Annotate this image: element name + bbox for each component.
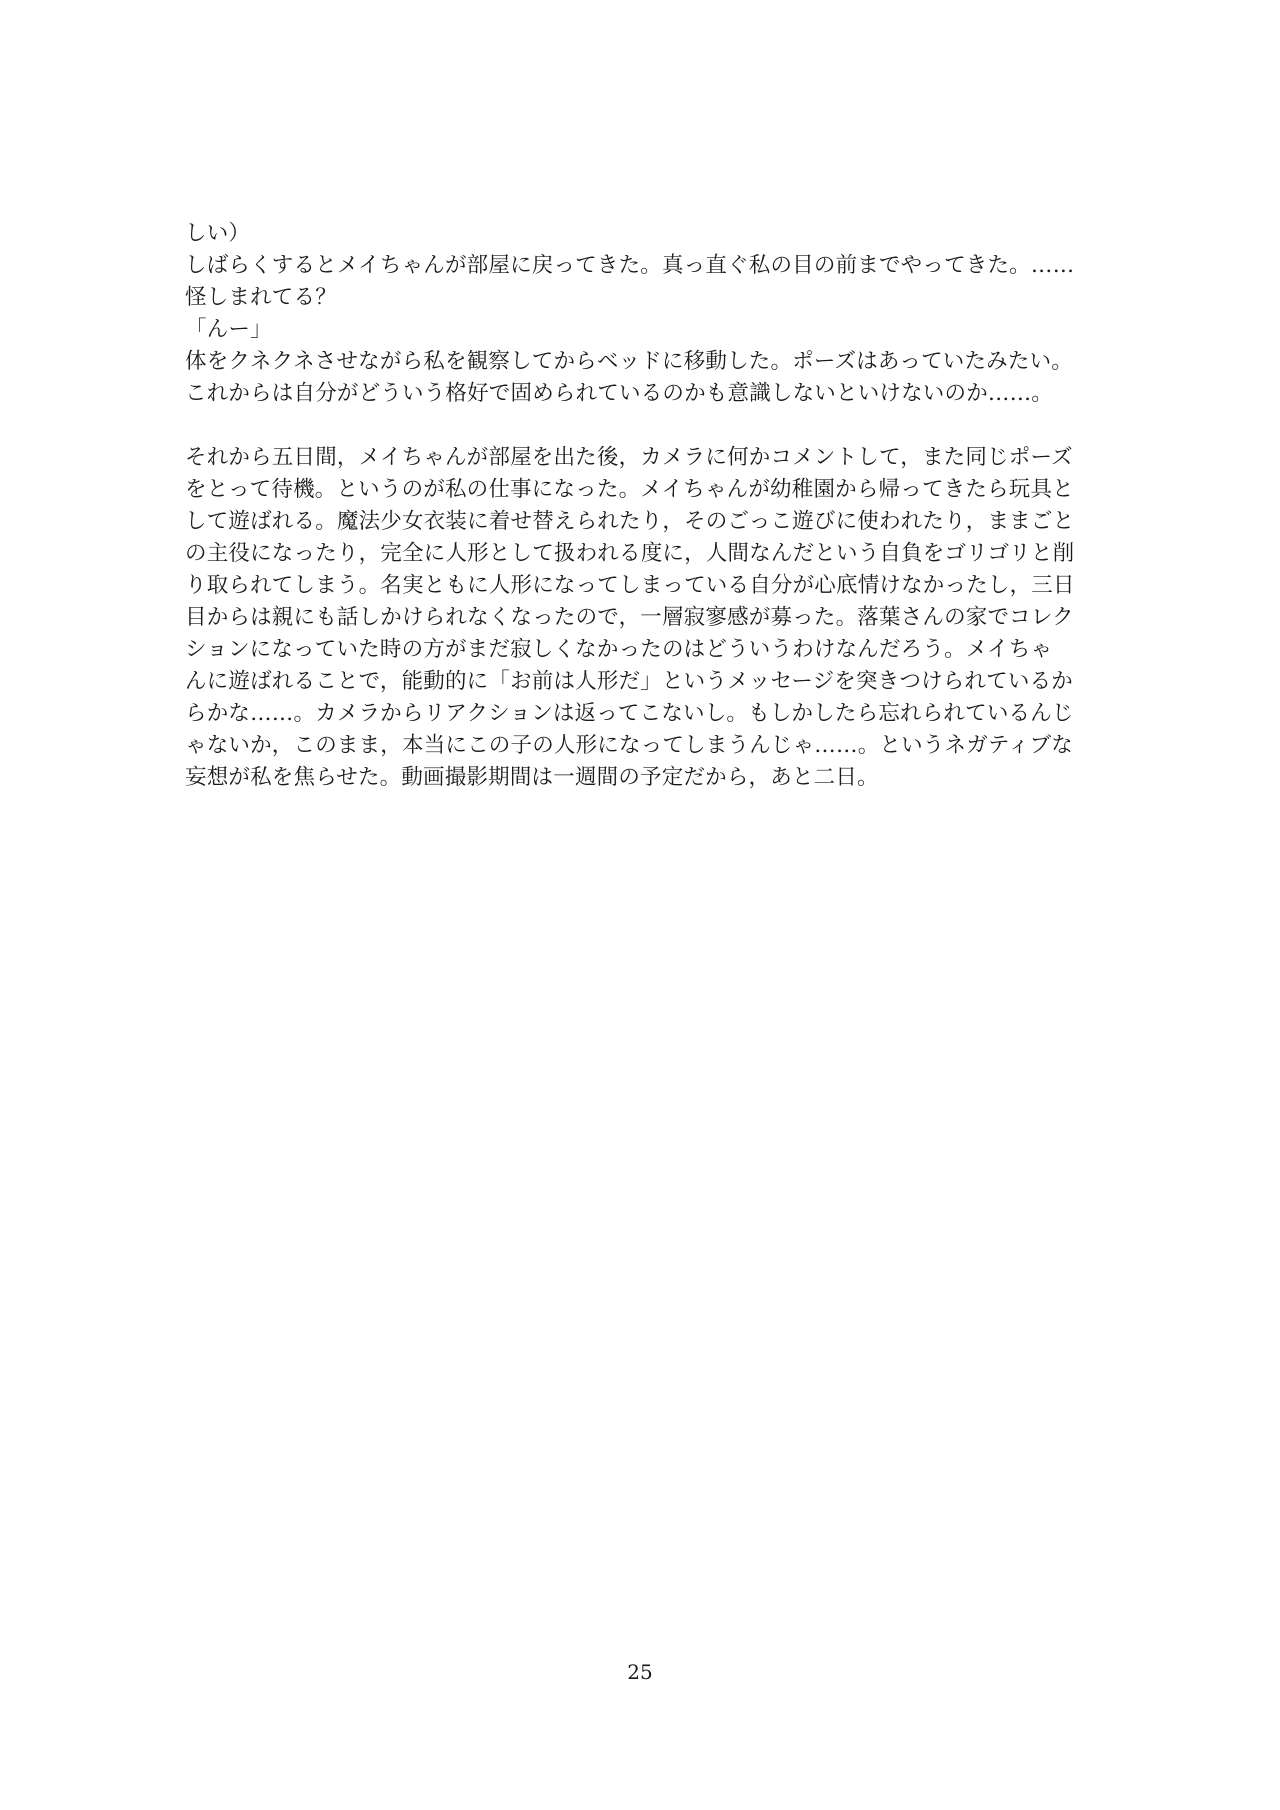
text-line: しばらくするとメイちゃんが部屋に戻ってきた。真っ直ぐ私の目の前までやってきた。…… bbox=[185, 253, 1075, 278]
body-text bbox=[185, 218, 1105, 794]
text-line: ゃないか，このまま，本当にこの子の人形になってしまうんじゃ……。というネガティブな bbox=[185, 733, 1073, 758]
text-line: 体をクネクネさせながら私を観察してからベッドに移動した。ポーズはあっていたみたい。 bbox=[185, 349, 1073, 374]
text-line: して遊ばれる。魔法少女衣装に着せ替えられたり，そのごっこ遊びに使われたり，ままごと bbox=[185, 509, 1075, 534]
page-number: 25 bbox=[627, 1660, 653, 1684]
text-line: 怪しまれてる？ bbox=[185, 285, 337, 310]
text-line: 「んー」 bbox=[185, 317, 272, 342]
text-line: んに遊ばれることで，能動的に「お前は人形だ」というメッセージを突きつけられているか bbox=[185, 669, 1073, 694]
text-line: 妄想が私を焦らせた。動画撮影期間は一週間の予定だから，あと二日。 bbox=[185, 765, 879, 790]
text-line: ションになっていた時の方がまだ寂しくなかったのはどういうわけなんだろう。メイちゃ bbox=[185, 637, 1053, 662]
text-line: り取られてしまう。名実ともに人形になってしまっている自分が心底情けなかったし，三日 bbox=[185, 573, 1075, 598]
text-line: しい） bbox=[185, 221, 251, 246]
paragraph-2 bbox=[185, 442, 1105, 794]
text-line: らかな……。カメラからリアクションは返ってこないし。もしかしたら忘れられているんじ bbox=[185, 701, 1074, 726]
text-line: これからは自分がどういう格好で固められているのかも意識しないといけないのか……。 bbox=[185, 381, 1054, 406]
text-line: 目からは親にも話しかけられなくなったので，一層寂寥感が募った。落葉さんの家でコレク bbox=[185, 605, 1074, 630]
paragraph-gap bbox=[185, 410, 1105, 442]
text-line: それから五日間，メイちゃんが部屋を出た後，カメラに何かコメントして，また同じポーズ bbox=[185, 445, 1073, 470]
paragraph-1 bbox=[185, 218, 1105, 410]
text-line: をとって待機。というのが私の仕事になった。メイちゃんが幼稚園から帰ってきたら玩具と bbox=[185, 477, 1074, 502]
text-line: の主役になったり，完全に人形として扱われる度に，人間なんだという自負をゴリゴリと削 bbox=[185, 541, 1075, 566]
